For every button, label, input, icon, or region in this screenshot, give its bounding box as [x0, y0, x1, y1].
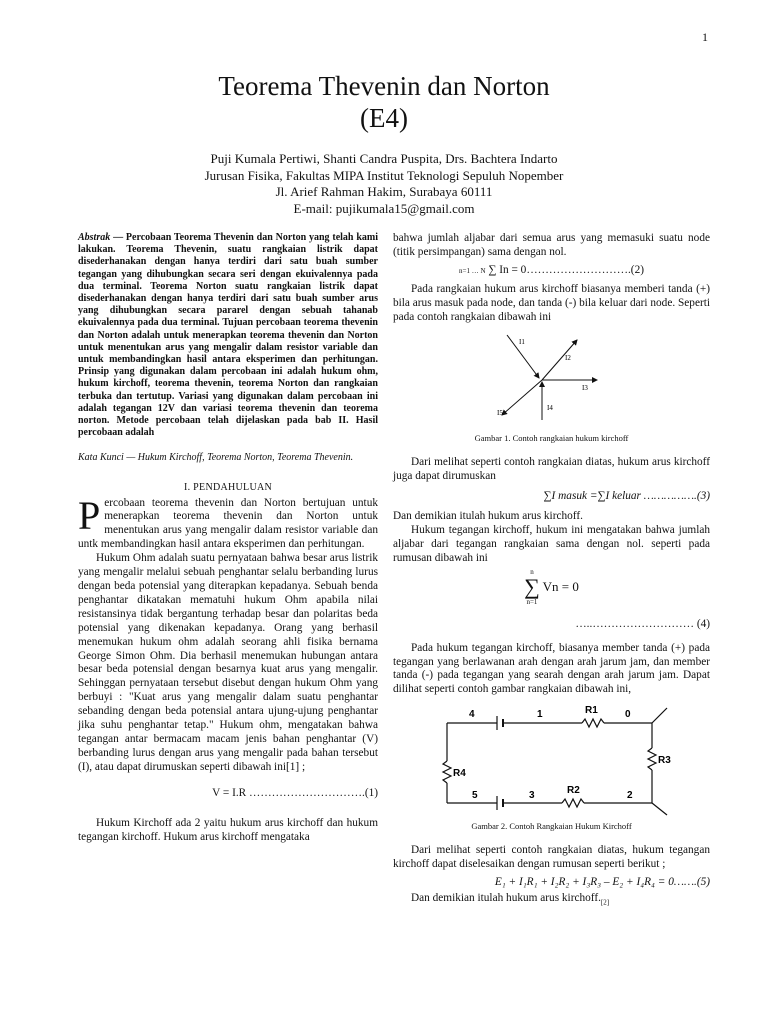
sum-lower: n=1: [526, 597, 538, 606]
right-paragraph-4: Dan demikian itulah hukum arus kirchoff.: [393, 510, 583, 523]
affiliation: Jurusan Fisika, Fakultas MIPA Institut Teknologi Sepuluh Nopember: [204, 167, 564, 183]
keywords: Kata Kunci — Hukum Kirchoff, Teorema Norton, Teorema Thevenin.: [78, 452, 354, 464]
node-3: 3: [528, 790, 535, 802]
i2-arrow: [542, 340, 577, 380]
intro-paragraph: [78, 492, 378, 553]
title-line-2: (E4): [360, 103, 408, 133]
label-r2: R2: [566, 785, 580, 797]
right-paragraph-6: Pada hukum tegangan kirchoff, biasanya member tanda (+) pada tegangan yang berlawanan arah dengan arah jarum jam, dan member tanda (-) pada tegangan yang searah dengan arah jarum jam. Dapat dilihat seperti contoh gambar rangkaian dibawah ini,: [393, 641, 710, 696]
ohm-paragraph: Hukum Ohm adalah suatu pernyataan bahwa besar arus listrik yang mengalir melalui sebuah penghantar selalu berbanding lurus dengan beda potensial yang diterapkan kepadanya. Sebuah benda penghantar dikatakan mematuhi hukum Ohm apabila nilai resistansinya tidak bergantung terhadap besar dan polaritas beda potensial yang dikenakan kepadanya. Orang yang berhasil menemukan hukum ohm adalah seorang ahli fisika bernama George Simon Ohm. Dia berhasil menemukan hubungan antara besar beda potensial dengan besarnya kuat arus yang mengalir. Sehinggan pernyataan tersebut disebut dengan hukum Ohm yang berbuyi : "Kuat arus yang mengalir dalam suatu penghantar sebanding dengan beda potensial antara ujung-ujung penghantar jika suhu penghantar tetap." Hukum ohm, mengatakan bahwa tegangan antar bermacam macam jenis bahan penghantar (V) berbanding lurus dengan arus yang mengalir pada bahan tersebut (I), atau dapat dirumuskan seperti dibawah ini[1] ;: [78, 552, 378, 773]
equation-2: [393, 264, 710, 279]
right-paragraph-5: Hukum tegangan kirchoff, hukum ini mengatakan bahwa jumlah aljabar dari tegangan rangkaian sama dengan nol. seperti pada rumusan dibawah ini: [393, 523, 710, 564]
label-i2: I2: [564, 354, 571, 363]
label-r3: R3: [657, 755, 671, 767]
right-paragraph-3: Dari melihat seperti contoh rangkaian diatas, hukum arus kirchoff juga dapat dirumuskan: [393, 456, 710, 483]
label-i4: I4: [546, 404, 553, 413]
equation-3: ∑I masuk =∑I keluar …………….(3): [543, 490, 710, 503]
page-number: 1: [702, 30, 708, 44]
label-r4: R4: [452, 768, 466, 780]
section-heading: I. PENDAHULUAN: [183, 481, 273, 493]
resistor-r3: [648, 748, 656, 770]
left-column: [78, 232, 378, 844]
figure-1-caption: Gambar 1. Contoh rangkaian hukum kirchoff: [474, 433, 629, 444]
equation-5: E₁ + I₁R₁ + I₂R₂ + I₃R₃ – E₂ + I₄R₄ = 0…….(5): [494, 875, 710, 888]
address: Jl. Arief Rahman Hakim, Surabaya 60111: [275, 184, 493, 199]
equation-4: …..……………………… (4): [575, 617, 710, 630]
abstract-text: — Percobaan Teorema Thevenin dan Norton yang telah kami lakukan. Teorema Thevenin, suatu rangkaian listrik dapat disederhanakan dengan hanya terdiri dari satu buah sumber tegangan yang dihubungkan secara seri dengan ekuivalennya pada dua terminal. Teorema Norton suatu rangkaian listrik dapat disederhanakan dengan hanya terdiri dari satu buah sumber arus yang dihubungkan secara pararel dengan sebuah tahanab ekuivalennya pada dua terminal. Tujuan percobaan teorema thevenin dan Norton adalah untuk menerapkan teorema thevenin dan Norton untuk menentukan arus yang mengalir dalam resistor variable dan untuk membandingkan hasil antara eksperimen dan perhitungan. Prinsip yang digunakan dalam percobaan ini adalah hukum ohm, hukum kirchoff, teorema thevenin, teorema Norton dan rangkaian terbuka dan tertutup. Variasi yang digunakan dalam percobaan ini adalah tegangan 12V dan variasi teorema thevenin dan teorema norton. Metode percobaan telah dijelaskan pada bab II. Hasil percobaan adalah: [78, 232, 378, 439]
equation-2-text: ∑ In = 0……………………….(2): [488, 263, 644, 276]
equation-2-limits: n=1 … N: [459, 266, 486, 275]
node-1: 1: [536, 709, 543, 721]
right-paragraph-8-text: Dan demikian itulah hukum arus kirchoff.: [411, 891, 601, 904]
resistor-r1: [582, 719, 604, 727]
author-block: [0, 151, 768, 217]
authors: Puji Kumala Pertiwi, Shanti Candra Puspita, Drs. Bachtera Indarto: [210, 151, 558, 166]
abstract-label: Abstrak: [78, 232, 111, 243]
figure-1-node-diagram: [477, 330, 627, 430]
title-line-1: Teorema Thevenin dan Norton: [218, 71, 550, 101]
label-i1: I1: [518, 338, 525, 347]
node-5: 5: [471, 790, 478, 802]
resistor-r2: [562, 799, 584, 807]
citation-2: [2]: [600, 898, 610, 907]
label-i5: I5: [496, 409, 503, 418]
node-4: 4: [468, 709, 475, 721]
resistor-r4: [443, 761, 451, 783]
label-i3: I3: [581, 384, 588, 393]
drop-cap: P: [78, 492, 101, 538]
right-column: [393, 232, 710, 910]
kirchoff-paragraph: Hukum Kirchoff ada 2 yaitu hukum arus kirchoff dan hukum tegangan kirchoff. Hukum arus kirchoff mengataka: [78, 816, 378, 843]
sum-upper: n: [530, 567, 534, 576]
right-paragraph-8: [393, 892, 710, 910]
i5-arrow: [502, 380, 542, 415]
right-paragraph-2: Pada rangkaian hukum arus kirchoff biasanya memberi tanda (+) bila arus masuk pada node, dan tanda (-) bila keluar dari node. Seperti pada contoh rangkaian dibawah ini: [393, 282, 710, 323]
intro-text: ercobaan teorema thevenin dan Norton bertujuan untuk menerapkan teorema thevenin dan Norton untuk menentukan arus yang mengalir dalam resistor variable dan untk membandingkan hasil antara eksperimen dan perhitungan.: [78, 496, 378, 551]
node-0: 0: [624, 709, 631, 721]
figure-2-caption: Gambar 2. Contoh Rangkaian Hukum Kirchoff: [471, 821, 632, 832]
abstract: [78, 232, 378, 439]
right-paragraph-1: bahwa jumlah aljabar dari semua arus yang memasuki suatu node (titik persimpangan) sama dengan nol.: [393, 232, 710, 258]
right-paragraph-7: Dari melihat seperti contoh rangkaian diatas, hukum tegangan kirchoff dapat diselesaikan dengan rumusan seperti berikut ;: [393, 844, 710, 871]
node-2: 2: [626, 790, 633, 802]
figure-2-circuit: [427, 703, 677, 818]
sum-operator: [524, 568, 540, 606]
email: E-mail: pujikumala15@gmail.com: [293, 200, 475, 216]
sigma-symbol: ∑: [524, 573, 540, 599]
equation-4-block: [393, 568, 710, 606]
equation-1: V = I.R ………………………….(1): [212, 786, 378, 799]
label-r1: R1: [584, 705, 598, 717]
paper-title: [0, 70, 768, 134]
equation-4-text: Vn = 0: [542, 578, 579, 594]
